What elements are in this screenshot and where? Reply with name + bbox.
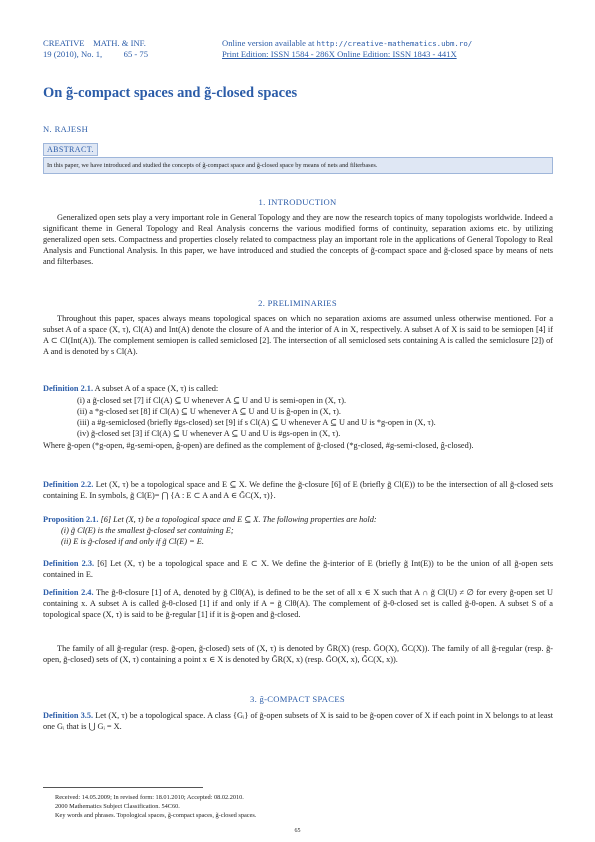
definition-2-3: Definition 2.3. [6] Let (X, τ) be a topological space and E ⊂ X. We define the g̃-interior of E (briefly g̃ Int(E)) to be the union of all g̃-open sets contained in E. [43,559,553,579]
section-heading-compact-spaces: 3. g̃-COMPACT SPACES [250,694,345,704]
definition-2-2: Definition 2.2. Let (X, τ) be a topological space and E ⊆ X. We define the g̃-closure [6] of E (briefly g̃ Cl(E)) to be the intersection of all g̃-closed sets containing E. In symbols, g̃ Cl(E)= ⋂ {A : E ⊂ A and A ∈ G̃C(X, τ)}. [43,480,553,500]
author-name: N. RAJESH [43,124,89,134]
list-item: (i) a g̃-closed set [7] if Cl(A) ⊆ U whenever A ⊆ U and U is semi-open in (X, τ). [77,396,347,405]
list-item: (ii) E is g̃-closed if and only if g̃ Cl(E) = E. [61,537,204,546]
received-dates: Received: 14.05.2009; In revised form: 18.01.2010; Accepted: 08.02.2010. [55,794,244,801]
paper-title: On g̃-compact spaces and g̃-closed spaces [43,85,298,101]
list-item: (iii) a #g-semiclosed (briefly #gs-closed) set [9] if s Cl(A) ⊆ U whenever A ⊆ U and U is *g-open in (X, τ). [77,418,436,427]
section-heading-introduction: 1. INTRODUCTION [258,197,337,207]
list-item: (iv) g̃-closed set [3] if Cl(A) ⊆ U whenever A ⊆ U and U is #gs-open in (X, τ). [77,429,341,438]
definition-label: Definition 2.1. [43,384,94,393]
abstract-label: ABSTRACT. [43,143,98,156]
edition-info [222,38,472,60]
preliminaries-paragraph: Throughout this paper, spaces always means topological spaces on which no separation axioms are assumed unless otherwise mentioned. For a subset A of a space (X, τ), Cl(A) and Int(A) denote the closure of A and the interior of A in X, respectively. A subset A of X is said to be semiopen [4] if A ⊂ Cl(Int(A)). The complement semiopen is called semiclosed [2]. The intersection of all semiclosed sets containing A is called the semiclosure [2]) of A and is denoted by s Cl(A). [43,314,553,356]
list-item: (ii) a *g-closed set [8] if Cl(A) ⊆ U whenever A ⊆ U and U is ĝ-open in (X, τ). [77,407,342,416]
journal-issue: 19 (2010), No. 1, 65 - 75 [43,49,149,59]
journal-name: CREATIVE MATH. & INF. [43,38,146,48]
definition-2-1-note: Where g̃-open (*g-open, #g-semi-open, ĝ-open) are defined as the complement of g̃-closed (*g-closed, #g-semi-closed, ĝ-closed). [43,441,474,450]
definition-3-5: Definition 3.5. Let (X, τ) be a topological space. A class {Gᵢ} of g̃-open subsets of X is said to be g̃-open cover of X if each point in X belongs to at least one Gᵢ that is ⋃ Gᵢ = X. [43,711,553,731]
journal-header [43,38,148,60]
online-url-link[interactable]: http://creative-mathematics.ubm.ro/ [316,39,473,48]
section-heading-preliminaries: 2. PRELIMINARIES [258,298,337,308]
keywords: Key words and phrases. Topological spaces, g̃-compact spaces, g̃-closed spaces. [55,812,257,819]
definition-2-4: Definition 2.4. The g̃-θ-closure [1] of A, denoted by g̃ Clθ(A), is defined to be the set of all x ∈ X such that A ∩ g̃ Cl(U) ≠ ∅ for every g̃-open set U containing x. A subset A is called g̃-θ-closed [1] if and only if A = g̃ Clθ(A). The complement of g̃-θ-closed set is called g̃-θ-open. A subset S of a topological space (X, τ) is said to be g̃-regular [1] if it is g̃-open and g̃-closed. [43,588,553,619]
definition-2-1-list [43,395,553,439]
families-paragraph: The family of all g̃-regular (resp. g̃-open, g̃-closed) sets of (X, τ) is denoted by G̃R(X) (resp. G̃O(X), G̃C(X)). The family of all g̃-regular (resp. g̃-open, g̃-closed) sets of (X, τ) containing a point x ∈ X is denoted by G̃R(X, x) (resp. G̃O(X, x), G̃C(X, x)). [43,644,553,664]
page-number: 65 [294,828,301,834]
print-edition-line: Print Edition: ISSN 1584 - 286X Online Edition: ISSN 1843 - 441X [222,49,457,59]
list-item: (i) g̃ Cl(E) is the smallest g̃-closed set containing E; [61,526,234,535]
intro-paragraph: Generalized open sets play a very important role in General Topology and they are now the research topics of many topologists worldwide. Indeed a significant theme in General Topology and Real Analysis concerns the various modified forms of continuity, separation axioms etc. by utilizing generalized open sets. Compactness and properties closely related to compactness play an important role in the applications of General Topology to Real Analysis and Functional Analysis. In this paper, we have introduced and studied the concepts of g̃-compact space and g̃-closed space by means of nets and filterbases. [43,213,553,266]
definition-2-1: Definition 2.1. A subset A of a space (X, τ) is called: [43,384,219,393]
msc-classification: 2000 Mathematics Subject Classification. 54C60. [55,803,180,810]
online-version-line: Online version available at http://creative-mathematics.ubm.ro/ [222,38,473,48]
footnote-rule [43,787,203,788]
abstract-text: In this paper, we have introduced and studied the concepts of g̃-compact space and g̃-closed space by means of nets and filterbases. [43,157,553,174]
proposition-2-1: Proposition 2.1. [6] Let (X, τ) be a topological space and E ⊆ X. The following properties are hold: (i) g̃ Cl(E) is the smallest g̃-closed set containing E; (ii) E is g̃-closed if and only if g̃ Cl(E) = E. [43,514,553,547]
footnotes [55,793,553,820]
